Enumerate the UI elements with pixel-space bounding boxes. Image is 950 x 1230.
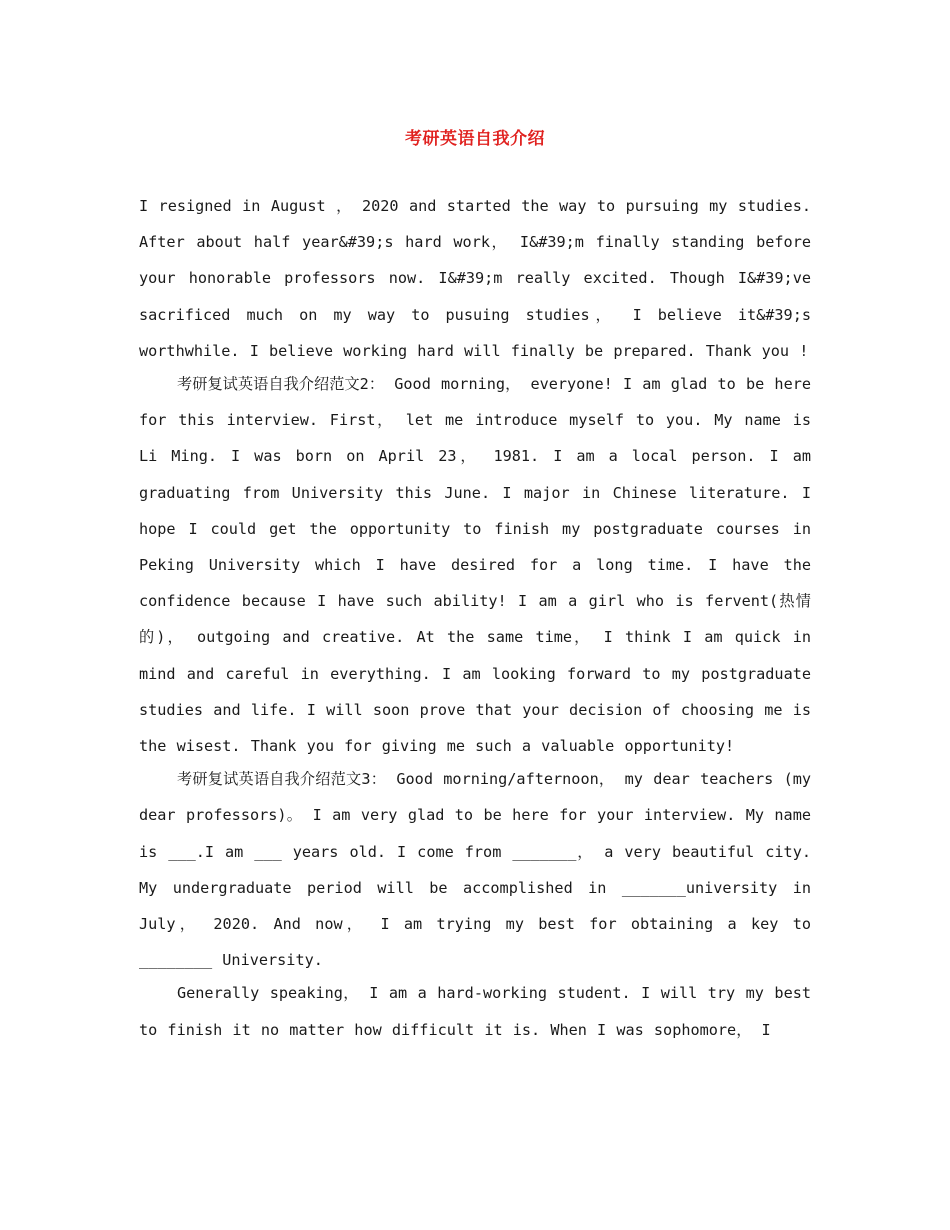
paragraph-resignation: I resigned in August ， 2020 and started the way to pursuing my studies. After about half year&#39;s hard work， I&#39;m finally standing before your honorable professors now. I&#39;m really excited. Though I&#39;ve sacrificed much on my way to pusuing studies， I believe it&#39;s worthwhile. I believe working hard will finally be prepared. Thank you ! — [139, 197, 811, 360]
document-title: 考研英语自我介绍 — [405, 129, 545, 149]
paragraph-generally-speaking: Generally speaking， I am a hard-working student. I will try my best to finish it no matter how difficult it is. When I was sophomore， I — [139, 984, 811, 1039]
paragraph-sample-3: 考研复试英语自我介绍范文3： Good morning/afternoon， my dear teachers (my dear professors)。 I am very glad to be here for your interview. My name is ___.I am ___ years old. I come from _______， a very beautiful city. My undergraduate period will be accomplished in _______university in July， 2020. And now， I am trying my best for obtaining a key to ________ University. — [139, 770, 811, 970]
paragraph-sample-2: 考研复试英语自我介绍范文2： Good morning， everyone! I am glad to be here for this interview. First， let me introduce myself to you. My name is Li Ming. I was born on April 23， 1981. I am a local person. I am graduating from University this June. I major in Chinese literature. I hope I could get the opportunity to finish my postgraduate courses in Peking University which I have desired for a long time. I have the confidence because I have such ability! I am a girl who is fervent(热情的)， outgoing and creative. At the same time， I think I am quick in mind and careful in everything. I am looking forward to my postgraduate studies and life. I will soon prove that your decision of choosing me is the wisest. Thank you for giving me such a valuable opportunity! — [139, 375, 811, 756]
document-body — [139, 188, 811, 1048]
